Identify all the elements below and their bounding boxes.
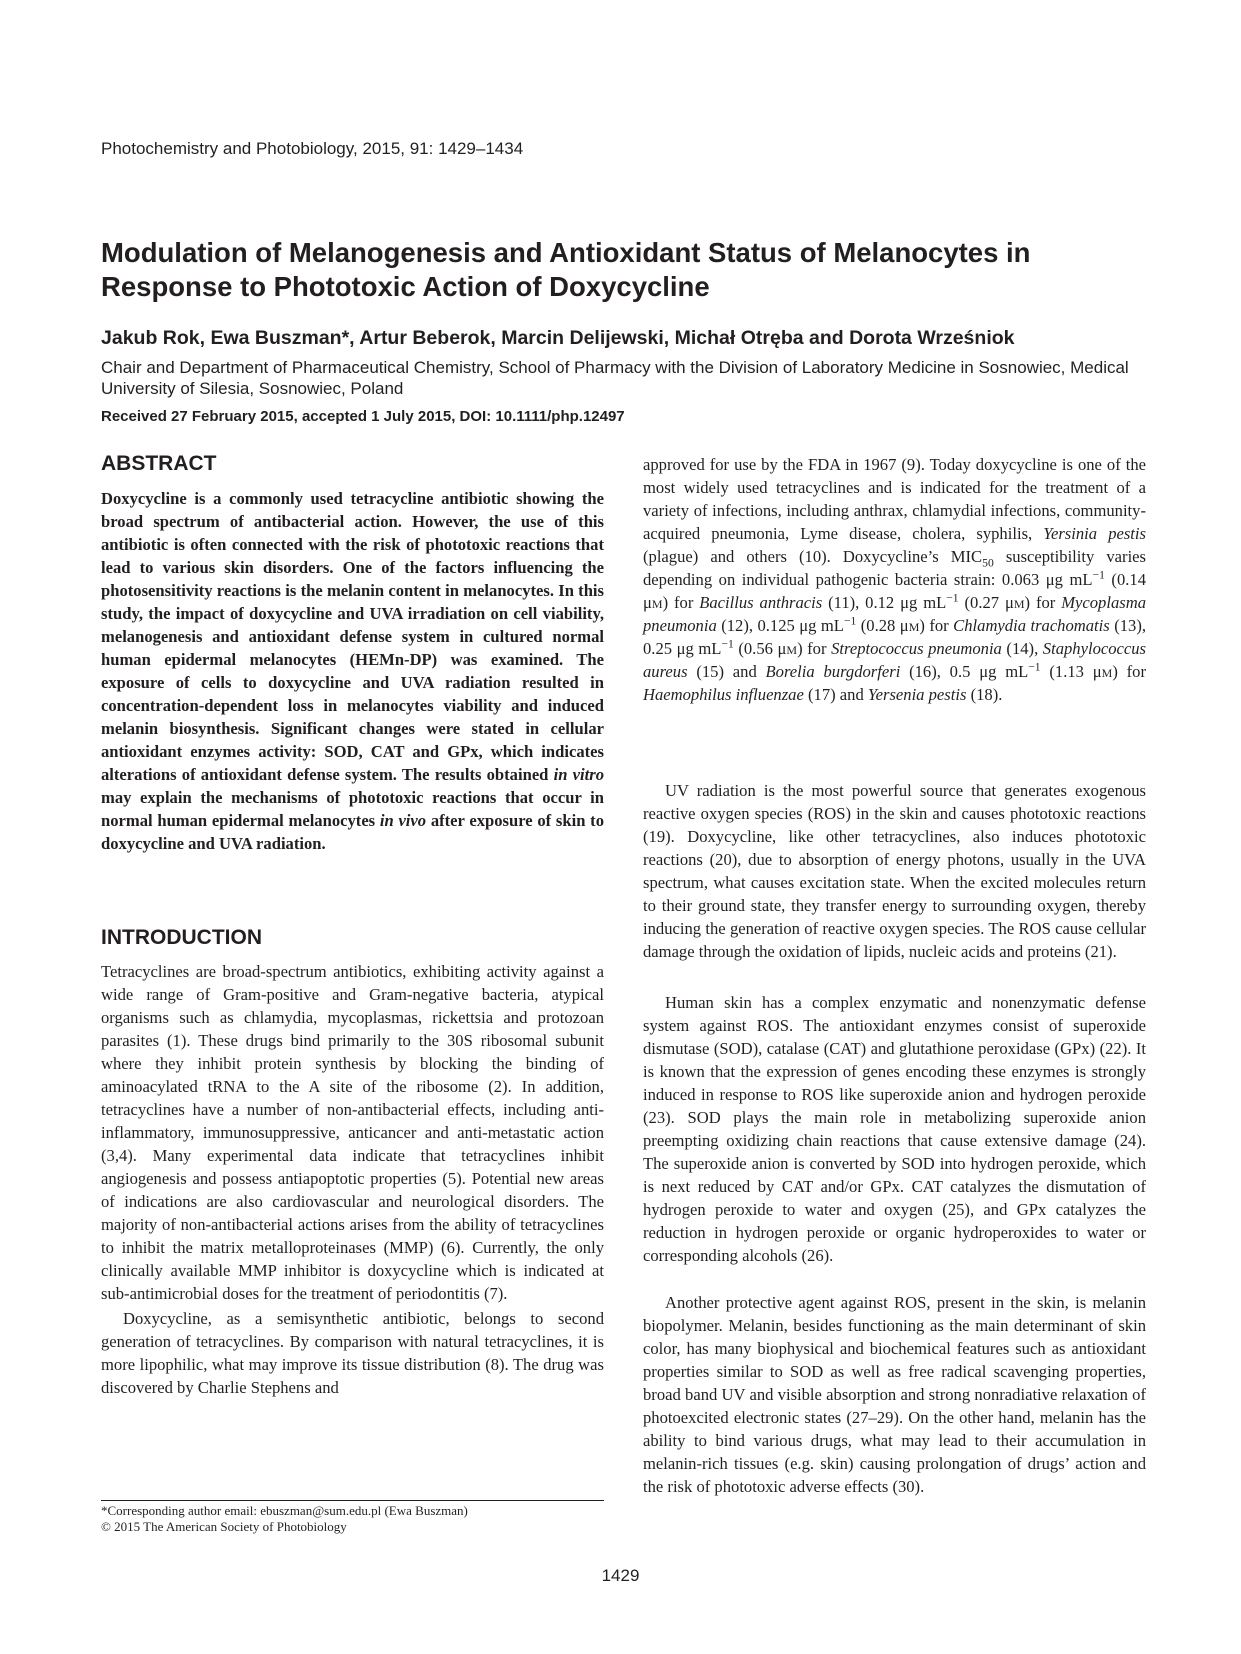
journal-citation: Photochemistry and Photobiology, 2015, 91: 1429–1434 bbox=[101, 139, 524, 158]
intro-paragraph-5: Another protective agent against ROS, present in the skin, is melanin biopolymer. Melanin, besides functioning as the main determinant of skin color, has many biophysical and biochemical features such as antioxidant properties similar to SOD as well as free radical scavenging properties, broad band UV and visible absorption and strong nonradiative relaxation of photoexcited electronic states (27–29). On the other hand, melanin has the ability to bind various drugs, what may lead to their accumulation in melanin-rich tissues (e.g. skin) causing prolongation of drugs’ action and the risk of phototoxic adverse effects (30). bbox=[643, 1293, 1146, 1496]
author-list: Jakub Rok, Ewa Buszman*, Artur Beberok, Marcin Delijewski, Michał Otręba and Dorota Wrześniok bbox=[101, 327, 1015, 349]
affiliation: Chair and Department of Pharmaceutical Chemistry, School of Pharmacy with the Division of Laboratory Medicine in Sosnowiec, Medical University of Silesia, Sosnowiec, Poland bbox=[101, 358, 1129, 398]
intro-paragraph-2-continued: approved for use by the FDA in 1967 (9). Today doxycycline is one of the most widely used tetracyclines and is indicated for the treatment of a variety of infections, including anthrax, chlamydial infections, community-acquired pneumonia, Lyme disease, cholera, syphilis, Yersinia pestis (plague) and others (10). Doxycycline’s $MIC_{50}$ susceptibility varies depending on individual pathogenic bacteria strain: 0.063 μg $mL^{-1}$ (0.14 μm) for Bacillus anthracis (11), 0.12 μg $mL^{-1}$ (0.27 μm) for Mycoplasma pneumonia (12), 0.125 μg $mL^{-1}$ (0.28 μm) for Chlamydia trachomatis (13), 0.25 μg $mL^{-1}$ (0.56 μm) for Streptococcus pneumonia (14), Staphylococcus aureus (15) and Borelia burgdorferi (16), 0.5 μg $mL^{-1}$ (1.13 μm) for Haemophilus influenzae (17) and Yersenia pestis (18). bbox=[643, 455, 1147, 704]
intro-paragraph-4: Human skin has a complex enzymatic and nonenzymatic defense system against ROS. The antioxidant enzymes consist of superoxide dismutase (SOD), catalase (CAT) and glutathione peroxidase (GPx) (22). It is known that the expression of genes encoding these enzymes is strongly induced in response to ROS like superoxide anion and hydrogen peroxide (23). SOD plays the main role in metabolizing superoxide anion preempting oxidizing chain reactions that cause extensive damage (24). The superoxide anion is converted by SOD into hydrogen peroxide, which is next reduced by CAT and/or GPx. CAT catalyzes the dismutation of hydrogen peroxide to water and oxygen (25), and GPx catalyzes the reduction in hydrogen peroxide or organic hydroperoxides to water or corresponding alcohols (26). bbox=[643, 993, 1146, 1265]
footnote-divider bbox=[101, 1500, 604, 1501]
article-title: Modulation of Melanogenesis and Antioxidant Status of Melanocytes in Response to Phototoxic Action of Doxycycline bbox=[101, 237, 1031, 302]
page-number: 1429 bbox=[601, 1566, 640, 1585]
intro-paragraph-2: Doxycycline, as a semisynthetic antibiotic, belongs to second generation of tetracyclines. By comparison with natural tetracyclines, it is more lipophilic, what may improve its tissue distribution (8). The drug was discovered by Charlie Stephens and bbox=[101, 1309, 604, 1397]
corresponding-author-note: *Corresponding author email: ebuszman@sum.edu.pl (Ewa Buszman) bbox=[101, 1503, 468, 1518]
introduction-heading: INTRODUCTION bbox=[101, 926, 262, 949]
received-dates-doi: Received 27 February 2015, accepted 1 July 2015, DOI: 10.1111/php.12497 bbox=[101, 408, 625, 425]
intro-paragraph-1: Tetracyclines are broad-spectrum antibiotics, exhibiting activity against a wide range of Gram-positive and Gram-negative bacteria, atypical organisms such as chlamydia, mycoplasmas, rickettsia and protozoan parasites (1). These drugs bind primarily to the 30S ribosomal subunit where they inhibit protein synthesis by blocking the binding of aminoacylated tRNA to the A site of the ribosome (2). In addition, tetracyclines have a number of non-antibacterial effects, including anti-inflammatory, immunosuppressive, anticancer and anti-metastatic action (3,4). Many experimental data indicate that tetracyclines inhibit angiogenesis and possess antiapoptotic properties (5). Potential new areas of indications are also cardiovascular and neurological disorders. The majority of non-antibacterial actions arises from the ability of tetracyclines to inhibit the matrix metalloproteinases (MMP) (6). Currently, the only clinically available MMP inhibitor is doxycycline which is indicated at sub-antimicrobial doses for the treatment of periodontitis (7). bbox=[101, 962, 604, 1303]
footnote bbox=[101, 1503, 468, 1535]
intro-paragraph-3: UV radiation is the most powerful source that generates exogenous reactive oxygen species (ROS) in the skin and causes phototoxic reactions (19). Doxycycline, like other tetracyclines, also induces phototoxic reactions (20), due to absorption of energy photons, usually in the UVA spectrum, what causes excitation state. When the excited molecules return to their ground state, they transfer energy to surrounding oxygen, thereby inducing the generation of reactive oxygen species. The ROS cause cellular damage through the oxidation of lipids, nucleic acids and proteins (21). bbox=[643, 781, 1146, 961]
abstract-heading: ABSTRACT bbox=[101, 452, 217, 475]
abstract-text: Doxycycline is a commonly used tetracycline antibiotic showing the broad spectrum of antibacterial action. However, the use of this antibiotic is often connected with the risk of phototoxic reactions that lead to various skin disorders. One of the factors influencing the photosensitivity reactions is the melanin content in melanocytes. In this study, the impact of doxycycline and UVA irradiation on cell viability, melanogenesis and antioxidant defense system in cultured normal human epidermal melanocytes (HEMn-DP) was examined. The exposure of cells to doxycycline and UVA radiation resulted in concentration-dependent loss in melanocytes viability and induced melanin biosynthesis. Significant changes were stated in cellular antioxidant enzymes activity: SOD, CAT and GPx, which indicates alterations of antioxidant defense system. The results obtained in vitro may explain the mechanisms of phototoxic reactions that occur in normal human epidermal melanocytes in vivo after exposure of skin to doxycycline and UVA radiation. bbox=[101, 489, 605, 853]
copyright-note: © 2015 The American Society of Photobiology bbox=[101, 1519, 347, 1534]
